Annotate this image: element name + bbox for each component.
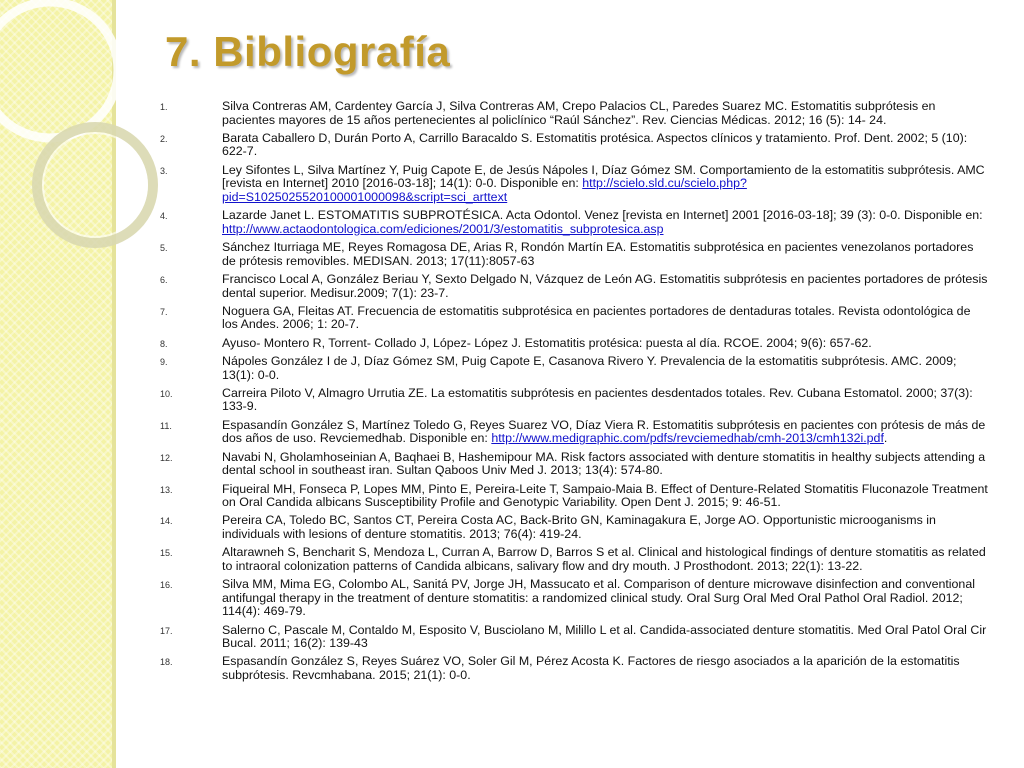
reference-number: 11. [160, 420, 172, 431]
reference-body: Navabi N, Gholamhoseinian A, Baqhaei B, Hashemipour MA. Risk factors associated with denture stomatitis in healthy subjects attending a dental school in southeast iran. Sultan Qaboos Univ Med J. 2013; 13(4): 574-80. [222, 449, 986, 478]
reference-body: Ayuso- Montero R, Torrent- Collado J, López- López J. Estomatitis protésica: puesta al día. RCOE. 2004; 9(6): 657-62. [222, 335, 872, 350]
reference-item [160, 624, 988, 651]
reference-item [160, 655, 988, 682]
reference-number: 12. [160, 452, 173, 463]
reference-number: 1. [160, 102, 168, 112]
reference-item [160, 451, 988, 478]
reference-text [222, 546, 988, 573]
reference-number: 5. [160, 243, 168, 254]
reference-text [222, 132, 988, 159]
reference-item [160, 337, 988, 351]
reference-item [160, 578, 988, 619]
reference-list [160, 100, 988, 687]
reference-body: Fiqueiral MH, Fonseca P, Lopes MM, Pinto E, Pereira-Leite T, Sampaio-Maia B. Effect of Denture-Related Stomatitis Fluconazole Treatment on Oral Candida albicans Susceptibility Profile and Genotypic Variability. Open Dent J. 2015; 9: 46-51. [222, 481, 988, 510]
reference-number: 9. [160, 357, 168, 367]
reference-number: 10. [160, 388, 173, 399]
page-title: 7. Bibliografía [165, 28, 451, 75]
reference-number: 15. [160, 548, 173, 559]
reference-number: 2. [160, 133, 168, 144]
reference-number: 18. [160, 657, 173, 668]
reference-text [222, 419, 988, 446]
reference-body: Carreira Piloto V, Almagro Urrutia ZE. La estomatitis subprótesis en pacientes desdentados totales. Rev. Cubana Estomatol. 2000; 37(3): 133-9. [222, 385, 973, 414]
reference-text [222, 241, 988, 268]
reference-number: 4. [160, 211, 168, 222]
reference-body: Lazarde Janet L. ESTOMATITIS SUBPROTÉSICA. Acta Odontol. Venez [revista en Internet] 2001 [2016-03-18]; 39 (3): 0-0. Disponible en: [222, 208, 983, 223]
reference-item [160, 241, 988, 268]
reference-number: 16. [160, 580, 173, 591]
reference-body: Silva MM, Mima EG, Colombo AL, Sanitá PV, Jorge JH, Massucato et al. Comparison of denture microwave disinfection and conventional antifungal therapy in the treatment of denture stomatitis: a randomized clinical study. Oral Surg Oral Med Oral Pathol Oral Radiol. 2012; 114(4): 469-79. [222, 577, 975, 619]
reference-link[interactable]: http://scielo.sld.cu/scielo.php?pid=S1025025520100001000098&script=sci_arttext [222, 176, 747, 204]
reference-text [222, 514, 988, 541]
reference-text [222, 624, 988, 651]
reference-text [222, 355, 988, 382]
reference-number: 13. [160, 484, 173, 495]
reference-number: 14. [160, 516, 173, 527]
reference-link[interactable]: http://www.actaodontologica.com/ediciones/2001/3/estomatitis_subprotesica.asp [222, 221, 664, 236]
reference-text [222, 337, 988, 351]
reference-link[interactable]: http://www.medigraphic.com/pdfs/revciemedhab/cmh-2013/cmh132i.pdf [491, 431, 884, 446]
reference-text [222, 305, 988, 332]
reference-number: 17. [160, 625, 173, 636]
reference-item [160, 273, 988, 300]
reference-body: Ley Sifontes L, Silva Martínez Y, Puig Capote E, de Jesús Nápoles I, Díaz Gómez SM. Comportamiento de la estomatitis subprótesis. AMC [revista en Internet] 2010 [2016-03-18]; 14(1): 0-0. Disponible en: [222, 162, 985, 191]
reference-body: Pereira CA, Toledo BC, Santos CT, Pereira Costa AC, Back-Brito GN, Kaminagakura E, Jorge AO. Opportunistic microoganisms in individuals with lesions of denture stomatitis. 2013; 76(4): 419-24. [222, 513, 936, 541]
reference-text [222, 273, 988, 300]
reference-text [222, 164, 988, 205]
reference-item [160, 546, 988, 573]
reference-body: Espasandín González S, Reyes Suárez VO, Soler Gil M, Pérez Acosta K. Factores de riesgo asociados a la aparición de la estomatitis subprótesis. Revcmhabana. 2015; 21(1): 0-0. [222, 654, 960, 683]
reference-body: Espasandín González S, Martínez Toledo G, Reyes Suarez VO, Díaz Viera R. Estomatitis subprótesis en pacientes con prótesis de más de dos años de uso. Revciemedhab. Disponible en: [222, 417, 986, 446]
reference-text [222, 483, 988, 510]
reference-body: Silva Contreras AM, Cardentey García J, Silva Contreras AM, Crepo Palacios CL, Paredes Suarez MC. Estomatitis subprótesis en pacientes mayores de 15 años pertenecientes al policlínico “Raúl Sánchez”. Rev. Ciencias Médicas. 2012; 16 (5): 14- 24. [222, 99, 936, 127]
reference-number: 6. [160, 274, 168, 285]
reference-item [160, 100, 988, 127]
reference-text [222, 209, 988, 236]
reference-body: Barata Caballero D, Durán Porto A, Carrillo Baracaldo S. Estomatitis protésica. Aspectos clínicos y tratamiento. Prof. Dent. 2002; 5 (10): 622-7. [222, 130, 968, 159]
reference-item [160, 164, 988, 205]
reference-body: Nápoles González I de J, Díaz Gómez SM, Puig Capote E, Casanova Rivero Y. Prevalencia de la estomatitis subprótesis. AMC. 2009; 13(1): 0-0. [222, 354, 957, 382]
reference-body: Noguera GA, Fleitas AT. Frecuencia de estomatitis subprotésica en pacientes portadores de dentaduras totales. Revista odontológica de los Andes. 2006; 1: 20-7. [222, 303, 971, 332]
reference-item [160, 514, 988, 541]
reference-text [222, 451, 988, 478]
reference-item [160, 419, 988, 446]
reference-text [222, 100, 988, 127]
reference-body: Francisco Local A, González Beriau Y, Sexto Delgado N, Vázquez de León AG. Estomatitis subprótesis en pacientes portadores de prótesis dental superior. Medisur.2009; 7(1): 23-7. [222, 271, 988, 300]
reference-body: Altarawneh S, Bencharit S, Mendoza L, Curran A, Barrow D, Barros S et al. Clinical and histological findings of denture stomatitis as related to intraoral colonization patterns of Candida albicans, salivary flow and dry mouth. J Prosthodont. 2013; 22(1): 13-22. [222, 545, 986, 573]
reference-item [160, 355, 988, 382]
reference-number: 8. [160, 338, 168, 349]
reference-body: Sánchez Iturriaga ME, Reyes Romagosa DE, Arias R, Rondón Martín EA. Estomatitis subprotésica en pacientes venezolanos portadores de prótesis removibles. MEDISAN. 2013; 17(11):8057-63 [222, 240, 974, 268]
reference-text [222, 578, 988, 619]
reference-item [160, 209, 988, 236]
reference-body: Salerno C, Pascale M, Contaldo M, Esposito V, Busciolano M, Milillo L et al. Candida-associated denture stomatitis. Med Oral Patol Oral Cir Bucal. 2011; 16(2): 139-43 [222, 622, 987, 651]
reference-item [160, 483, 988, 510]
reference-text [222, 655, 988, 682]
reference-item [160, 305, 988, 332]
reference-text [222, 387, 988, 414]
reference-item [160, 132, 988, 159]
reference-number: 3. [160, 165, 168, 176]
reference-item [160, 387, 988, 414]
reference-number: 7. [160, 306, 168, 317]
reference-suffix: . [883, 431, 888, 446]
